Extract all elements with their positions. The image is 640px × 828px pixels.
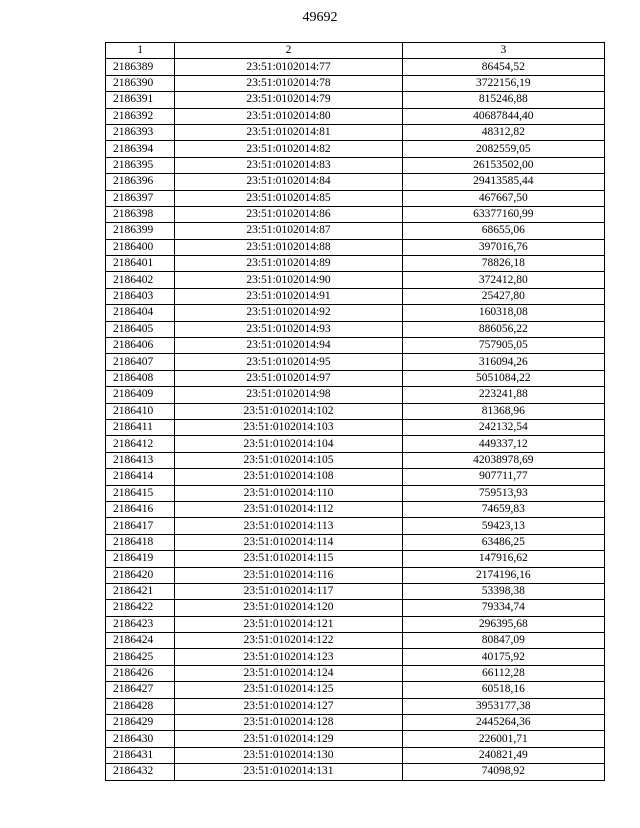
cadastral-number-cell: 23:51:0102014:85 bbox=[175, 190, 402, 206]
row-number-cell: 2186415 bbox=[106, 485, 175, 501]
value-cell: 81368,96 bbox=[402, 403, 604, 419]
table-row bbox=[106, 534, 605, 550]
table-row bbox=[106, 108, 605, 124]
row-number-cell: 2186401 bbox=[106, 256, 175, 272]
value-cell: 78826,18 bbox=[402, 256, 604, 272]
row-number-cell: 2186392 bbox=[106, 108, 175, 124]
registry-table bbox=[105, 42, 605, 781]
table-row bbox=[106, 747, 605, 763]
column-header-2: 2 bbox=[175, 43, 402, 59]
table-row bbox=[106, 338, 605, 354]
row-number-cell: 2186420 bbox=[106, 567, 175, 583]
value-cell: 147916,62 bbox=[402, 551, 604, 567]
row-number-cell: 2186421 bbox=[106, 583, 175, 599]
cadastral-number-cell: 23:51:0102014:110 bbox=[175, 485, 402, 501]
table-row bbox=[106, 518, 605, 534]
row-number-cell: 2186406 bbox=[106, 338, 175, 354]
value-cell: 26153502,00 bbox=[402, 157, 604, 173]
value-cell: 223241,88 bbox=[402, 387, 604, 403]
cadastral-number-cell: 23:51:0102014:80 bbox=[175, 108, 402, 124]
cadastral-number-cell: 23:51:0102014:131 bbox=[175, 764, 402, 780]
value-cell: 29413585,44 bbox=[402, 174, 604, 190]
row-number-cell: 2186431 bbox=[106, 747, 175, 763]
table-row bbox=[106, 305, 605, 321]
table-row bbox=[106, 419, 605, 435]
table-row bbox=[106, 288, 605, 304]
table-row bbox=[106, 764, 605, 780]
value-cell: 3953177,38 bbox=[402, 698, 604, 714]
cadastral-number-cell: 23:51:0102014:90 bbox=[175, 272, 402, 288]
row-number-cell: 2186432 bbox=[106, 764, 175, 780]
row-number-cell: 2186403 bbox=[106, 288, 175, 304]
row-number-cell: 2186414 bbox=[106, 469, 175, 485]
row-number-cell: 2186423 bbox=[106, 616, 175, 632]
row-number-cell: 2186407 bbox=[106, 354, 175, 370]
row-number-cell: 2186395 bbox=[106, 157, 175, 173]
value-cell: 316094,26 bbox=[402, 354, 604, 370]
value-cell: 242132,54 bbox=[402, 419, 604, 435]
value-cell: 449337,12 bbox=[402, 436, 604, 452]
cadastral-number-cell: 23:51:0102014:114 bbox=[175, 534, 402, 550]
value-cell: 68655,06 bbox=[402, 223, 604, 239]
table-row bbox=[106, 452, 605, 468]
value-cell: 63377160,99 bbox=[402, 206, 604, 222]
table-row bbox=[106, 387, 605, 403]
cadastral-number-cell: 23:51:0102014:105 bbox=[175, 452, 402, 468]
row-number-cell: 2186399 bbox=[106, 223, 175, 239]
table-row bbox=[106, 354, 605, 370]
row-number-cell: 2186426 bbox=[106, 665, 175, 681]
cadastral-number-cell: 23:51:0102014:121 bbox=[175, 616, 402, 632]
value-cell: 66112,28 bbox=[402, 665, 604, 681]
row-number-cell: 2186411 bbox=[106, 419, 175, 435]
table-row bbox=[106, 551, 605, 567]
cadastral-number-cell: 23:51:0102014:91 bbox=[175, 288, 402, 304]
row-number-cell: 2186402 bbox=[106, 272, 175, 288]
cadastral-number-cell: 23:51:0102014:103 bbox=[175, 419, 402, 435]
value-cell: 86454,52 bbox=[402, 59, 604, 75]
table-row bbox=[106, 75, 605, 91]
value-cell: 815246,88 bbox=[402, 92, 604, 108]
cadastral-number-cell: 23:51:0102014:120 bbox=[175, 600, 402, 616]
value-cell: 74098,92 bbox=[402, 764, 604, 780]
value-cell: 40687844,40 bbox=[402, 108, 604, 124]
table-row bbox=[106, 698, 605, 714]
value-cell: 467667,50 bbox=[402, 190, 604, 206]
cadastral-number-cell: 23:51:0102014:113 bbox=[175, 518, 402, 534]
page-number: 49692 bbox=[302, 10, 338, 25]
value-cell: 240821,49 bbox=[402, 747, 604, 763]
table-row bbox=[106, 682, 605, 698]
cadastral-number-cell: 23:51:0102014:98 bbox=[175, 387, 402, 403]
value-cell: 226001,71 bbox=[402, 731, 604, 747]
value-cell: 397016,76 bbox=[402, 239, 604, 255]
cadastral-number-cell: 23:51:0102014:130 bbox=[175, 747, 402, 763]
table-row bbox=[106, 469, 605, 485]
cadastral-number-cell: 23:51:0102014:108 bbox=[175, 469, 402, 485]
row-number-cell: 2186422 bbox=[106, 600, 175, 616]
row-number-cell: 2186429 bbox=[106, 715, 175, 731]
cadastral-number-cell: 23:51:0102014:122 bbox=[175, 633, 402, 649]
cadastral-number-cell: 23:51:0102014:125 bbox=[175, 682, 402, 698]
table-row bbox=[106, 600, 605, 616]
row-number-cell: 2186394 bbox=[106, 141, 175, 157]
row-number-cell: 2186400 bbox=[106, 239, 175, 255]
cadastral-number-cell: 23:51:0102014:92 bbox=[175, 305, 402, 321]
table-row bbox=[106, 272, 605, 288]
row-number-cell: 2186425 bbox=[106, 649, 175, 665]
cadastral-number-cell: 23:51:0102014:127 bbox=[175, 698, 402, 714]
cadastral-number-cell: 23:51:0102014:77 bbox=[175, 59, 402, 75]
row-number-cell: 2186397 bbox=[106, 190, 175, 206]
table-body bbox=[106, 59, 605, 780]
table-row bbox=[106, 370, 605, 386]
table-row bbox=[106, 256, 605, 272]
cadastral-number-cell: 23:51:0102014:124 bbox=[175, 665, 402, 681]
row-number-cell: 2186405 bbox=[106, 321, 175, 337]
value-cell: 60518,16 bbox=[402, 682, 604, 698]
cadastral-number-cell: 23:51:0102014:129 bbox=[175, 731, 402, 747]
value-cell: 53398,38 bbox=[402, 583, 604, 599]
table-row bbox=[106, 321, 605, 337]
row-number-cell: 2186413 bbox=[106, 452, 175, 468]
table-row bbox=[106, 731, 605, 747]
table-row bbox=[106, 485, 605, 501]
cadastral-number-cell: 23:51:0102014:115 bbox=[175, 551, 402, 567]
cadastral-number-cell: 23:51:0102014:123 bbox=[175, 649, 402, 665]
value-cell: 48312,82 bbox=[402, 124, 604, 140]
row-number-cell: 2186427 bbox=[106, 682, 175, 698]
cadastral-number-cell: 23:51:0102014:95 bbox=[175, 354, 402, 370]
table-row bbox=[106, 649, 605, 665]
table-row bbox=[106, 501, 605, 517]
row-number-cell: 2186396 bbox=[106, 174, 175, 190]
value-cell: 296395,68 bbox=[402, 616, 604, 632]
value-cell: 2445264,36 bbox=[402, 715, 604, 731]
table-row bbox=[106, 633, 605, 649]
cadastral-number-cell: 23:51:0102014:87 bbox=[175, 223, 402, 239]
cadastral-number-cell: 23:51:0102014:79 bbox=[175, 92, 402, 108]
row-number-cell: 2186408 bbox=[106, 370, 175, 386]
value-cell: 74659,83 bbox=[402, 501, 604, 517]
value-cell: 63486,25 bbox=[402, 534, 604, 550]
cadastral-number-cell: 23:51:0102014:84 bbox=[175, 174, 402, 190]
cadastral-number-cell: 23:51:0102014:117 bbox=[175, 583, 402, 599]
row-number-cell: 2186430 bbox=[106, 731, 175, 747]
table-row bbox=[106, 92, 605, 108]
table-row bbox=[106, 141, 605, 157]
row-number-cell: 2186418 bbox=[106, 534, 175, 550]
table-row bbox=[106, 59, 605, 75]
cadastral-number-cell: 23:51:0102014:94 bbox=[175, 338, 402, 354]
value-cell: 3722156,19 bbox=[402, 75, 604, 91]
row-number-cell: 2186419 bbox=[106, 551, 175, 567]
cadastral-number-cell: 23:51:0102014:97 bbox=[175, 370, 402, 386]
cadastral-number-cell: 23:51:0102014:83 bbox=[175, 157, 402, 173]
table-row bbox=[106, 583, 605, 599]
cadastral-number-cell: 23:51:0102014:104 bbox=[175, 436, 402, 452]
cadastral-number-cell: 23:51:0102014:128 bbox=[175, 715, 402, 731]
value-cell: 25427,80 bbox=[402, 288, 604, 304]
table-row bbox=[106, 223, 605, 239]
value-cell: 759513,93 bbox=[402, 485, 604, 501]
value-cell: 160318,08 bbox=[402, 305, 604, 321]
cadastral-number-cell: 23:51:0102014:89 bbox=[175, 256, 402, 272]
value-cell: 79334,74 bbox=[402, 600, 604, 616]
value-cell: 886056,22 bbox=[402, 321, 604, 337]
table-row bbox=[106, 665, 605, 681]
row-number-cell: 2186398 bbox=[106, 206, 175, 222]
row-number-cell: 2186428 bbox=[106, 698, 175, 714]
cadastral-number-cell: 23:51:0102014:82 bbox=[175, 141, 402, 157]
table-row bbox=[106, 436, 605, 452]
value-cell: 2082559,05 bbox=[402, 141, 604, 157]
value-cell: 907711,77 bbox=[402, 469, 604, 485]
value-cell: 5051084,22 bbox=[402, 370, 604, 386]
row-number-cell: 2186393 bbox=[106, 124, 175, 140]
value-cell: 757905,05 bbox=[402, 338, 604, 354]
table-row bbox=[106, 715, 605, 731]
header-row bbox=[106, 43, 605, 59]
row-number-cell: 2186404 bbox=[106, 305, 175, 321]
cadastral-number-cell: 23:51:0102014:78 bbox=[175, 75, 402, 91]
row-number-cell: 2186412 bbox=[106, 436, 175, 452]
cadastral-number-cell: 23:51:0102014:116 bbox=[175, 567, 402, 583]
table-row bbox=[106, 567, 605, 583]
cadastral-number-cell: 23:51:0102014:86 bbox=[175, 206, 402, 222]
table-row bbox=[106, 206, 605, 222]
row-number-cell: 2186410 bbox=[106, 403, 175, 419]
column-header-1: 1 bbox=[106, 43, 175, 59]
column-header-3: 3 bbox=[402, 43, 604, 59]
row-number-cell: 2186389 bbox=[106, 59, 175, 75]
cadastral-number-cell: 23:51:0102014:102 bbox=[175, 403, 402, 419]
row-number-cell: 2186390 bbox=[106, 75, 175, 91]
value-cell: 2174196,16 bbox=[402, 567, 604, 583]
table-row bbox=[106, 403, 605, 419]
cadastral-number-cell: 23:51:0102014:112 bbox=[175, 501, 402, 517]
value-cell: 372412,80 bbox=[402, 272, 604, 288]
table-header bbox=[106, 43, 605, 59]
table-row bbox=[106, 174, 605, 190]
value-cell: 40175,92 bbox=[402, 649, 604, 665]
cadastral-number-cell: 23:51:0102014:93 bbox=[175, 321, 402, 337]
value-cell: 80847,09 bbox=[402, 633, 604, 649]
row-number-cell: 2186417 bbox=[106, 518, 175, 534]
row-number-cell: 2186409 bbox=[106, 387, 175, 403]
table-row bbox=[106, 616, 605, 632]
table-row bbox=[106, 190, 605, 206]
table-row bbox=[106, 124, 605, 140]
table-row bbox=[106, 157, 605, 173]
value-cell: 42038978,69 bbox=[402, 452, 604, 468]
table-row bbox=[106, 239, 605, 255]
cadastral-number-cell: 23:51:0102014:88 bbox=[175, 239, 402, 255]
row-number-cell: 2186416 bbox=[106, 501, 175, 517]
row-number-cell: 2186391 bbox=[106, 92, 175, 108]
value-cell: 59423,13 bbox=[402, 518, 604, 534]
row-number-cell: 2186424 bbox=[106, 633, 175, 649]
cadastral-number-cell: 23:51:0102014:81 bbox=[175, 124, 402, 140]
